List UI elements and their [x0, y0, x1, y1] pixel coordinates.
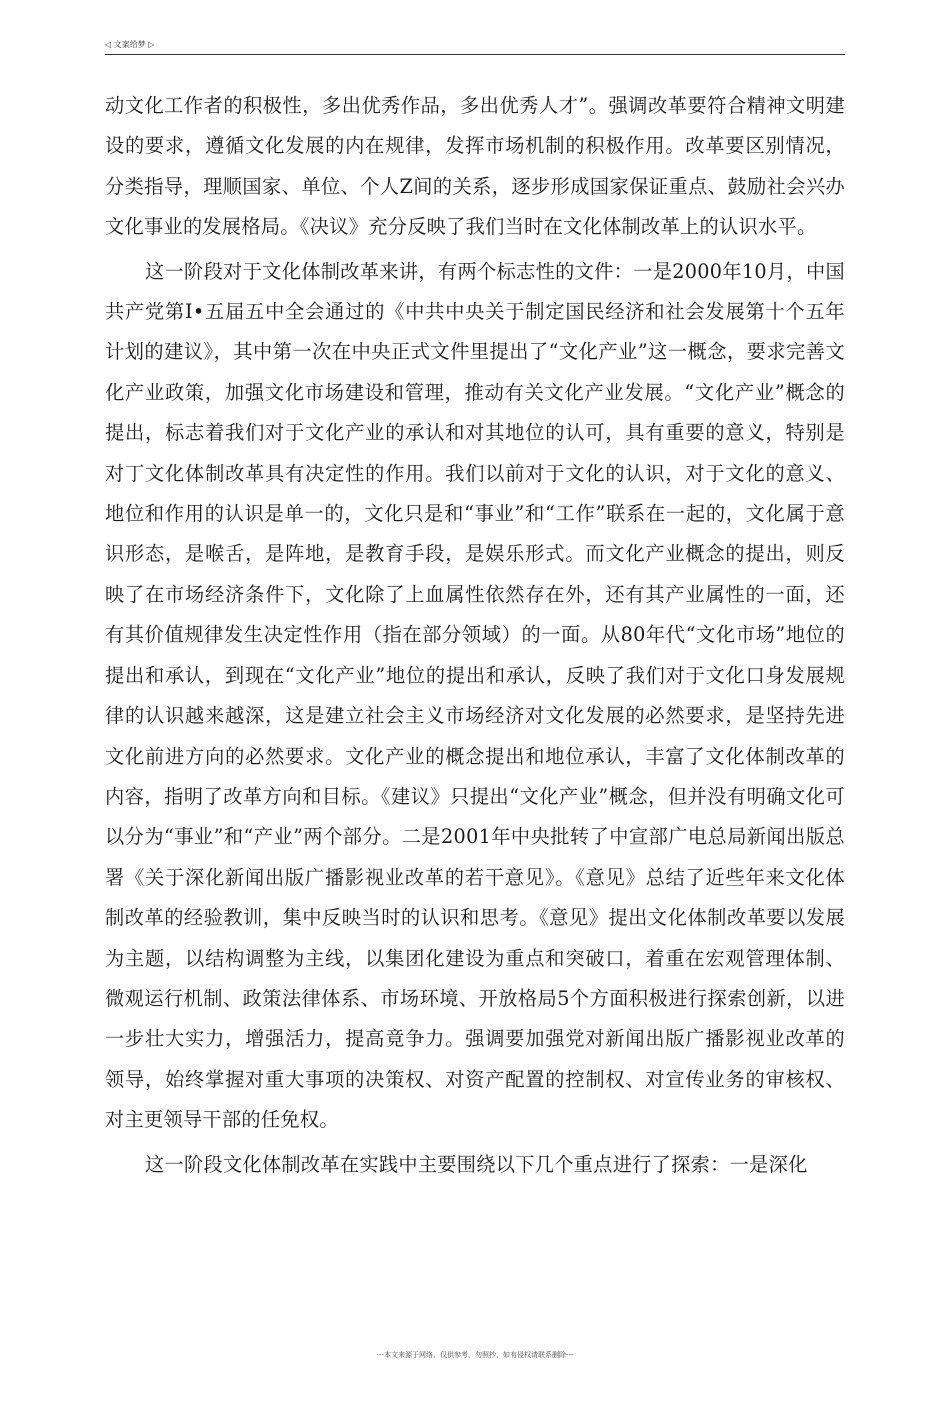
document-body — [105, 86, 845, 1185]
paragraph-3: 这一阶段文化体制改革在实践中主要围绕以下几个重点进行了探索：一是深化 — [145, 1152, 808, 1176]
page-header — [105, 38, 845, 55]
header-text: ◁ 文案给梦 ▷ — [105, 40, 155, 49]
paragraph-1: 动文化工作者的积极性，多出优秀作品，多出优秀人才”。强调改革要符合精神文明建设的要求，遵循文化发展的内在规律，发挥市场机制的积极作用。改革要区别情况，分类指导，理顺国家、单位、个人Z间的关系，逐步形成国家保证重点、鼓励社会兴办文化事业的发展格局。《决议》充分反映了我们当时在文化体制改革上的认识水平。 — [105, 94, 845, 239]
page-footer: ---本文来源于网络，仅供参考，勿照抄，如有侵权请联系删除--- — [376, 1351, 574, 1359]
paragraph-2: 这一阶段对于文化体制改革来讲，有两个标志性的文件：一是2000年10月，中国共产党第I•五届五中全会通过的《中共中央关于制定国民经济和社会发展第十个五年计划的建议》，其中第一次在中央正式文件里提出了“文化产业”这一概念，要求完善文化产业政策，加强文化市场建设和管理，推动有关文化产业发展。“文化产业”概念的提出，标志着我们对于文化产业的承认和对其地位的认可，具有重要的意义，特别是对丁文化体制改革具有决定性的作用。我们以前对于文化的认识，对于文化的意义、地位和作用的认识是单一的，文化只是和“事业”和“工作”联系在一起的，文化属于意识形态，是喉舌，是阵地，是教育手段，是娱乐形式。而文化产业概念的提出，则反映了在市场经济条件下，文化除了上血属性依然存在外，还有其产业属性的一面，还有其价值规律发生决定性作用（指在部分领域）的一面。从80年代“文化市场”地位的提出和承认，到现在“文化产业”地位的提出和承认，反映了我们对于文化口身发展规律的认识越来越深，这是建立社会主义市场经济对文化发展的必然要求，是坚持先进文化前进方向的必然要求。文化产业的概念提出和地位承认，丰富了文化体制改革的内容，指明了改革方向和目标。《建议》只提出“文化产业”概念，但并没有明确文化可以分为“事业”和“产业”两个部分。二是2001年中央批转了中宣部广电总局新闻出版总署《关于深化新闻出版广播影视业改革的若干意见》。《意见》总结了近些年来文化体制改革的经验教训，集中反映当时的认识和思考。《意见》提出文化体制改革要以发展为主题，以结构调整为主线，以集团化建设为重点和突破口，着重在宏观管理体制、微观运行机制、政策法律体系、市场环境、开放格局5个方面积极进行探索创新，以进一步壮大实力，增强活力，提高竟争力。强调要加强党对新闻出版广播影视业改革的领导，始终掌握对重大事项的决策权、对资产配置的控制权、对宣传业务的审核权、对主更领导干部的任免权。 — [105, 259, 845, 1132]
